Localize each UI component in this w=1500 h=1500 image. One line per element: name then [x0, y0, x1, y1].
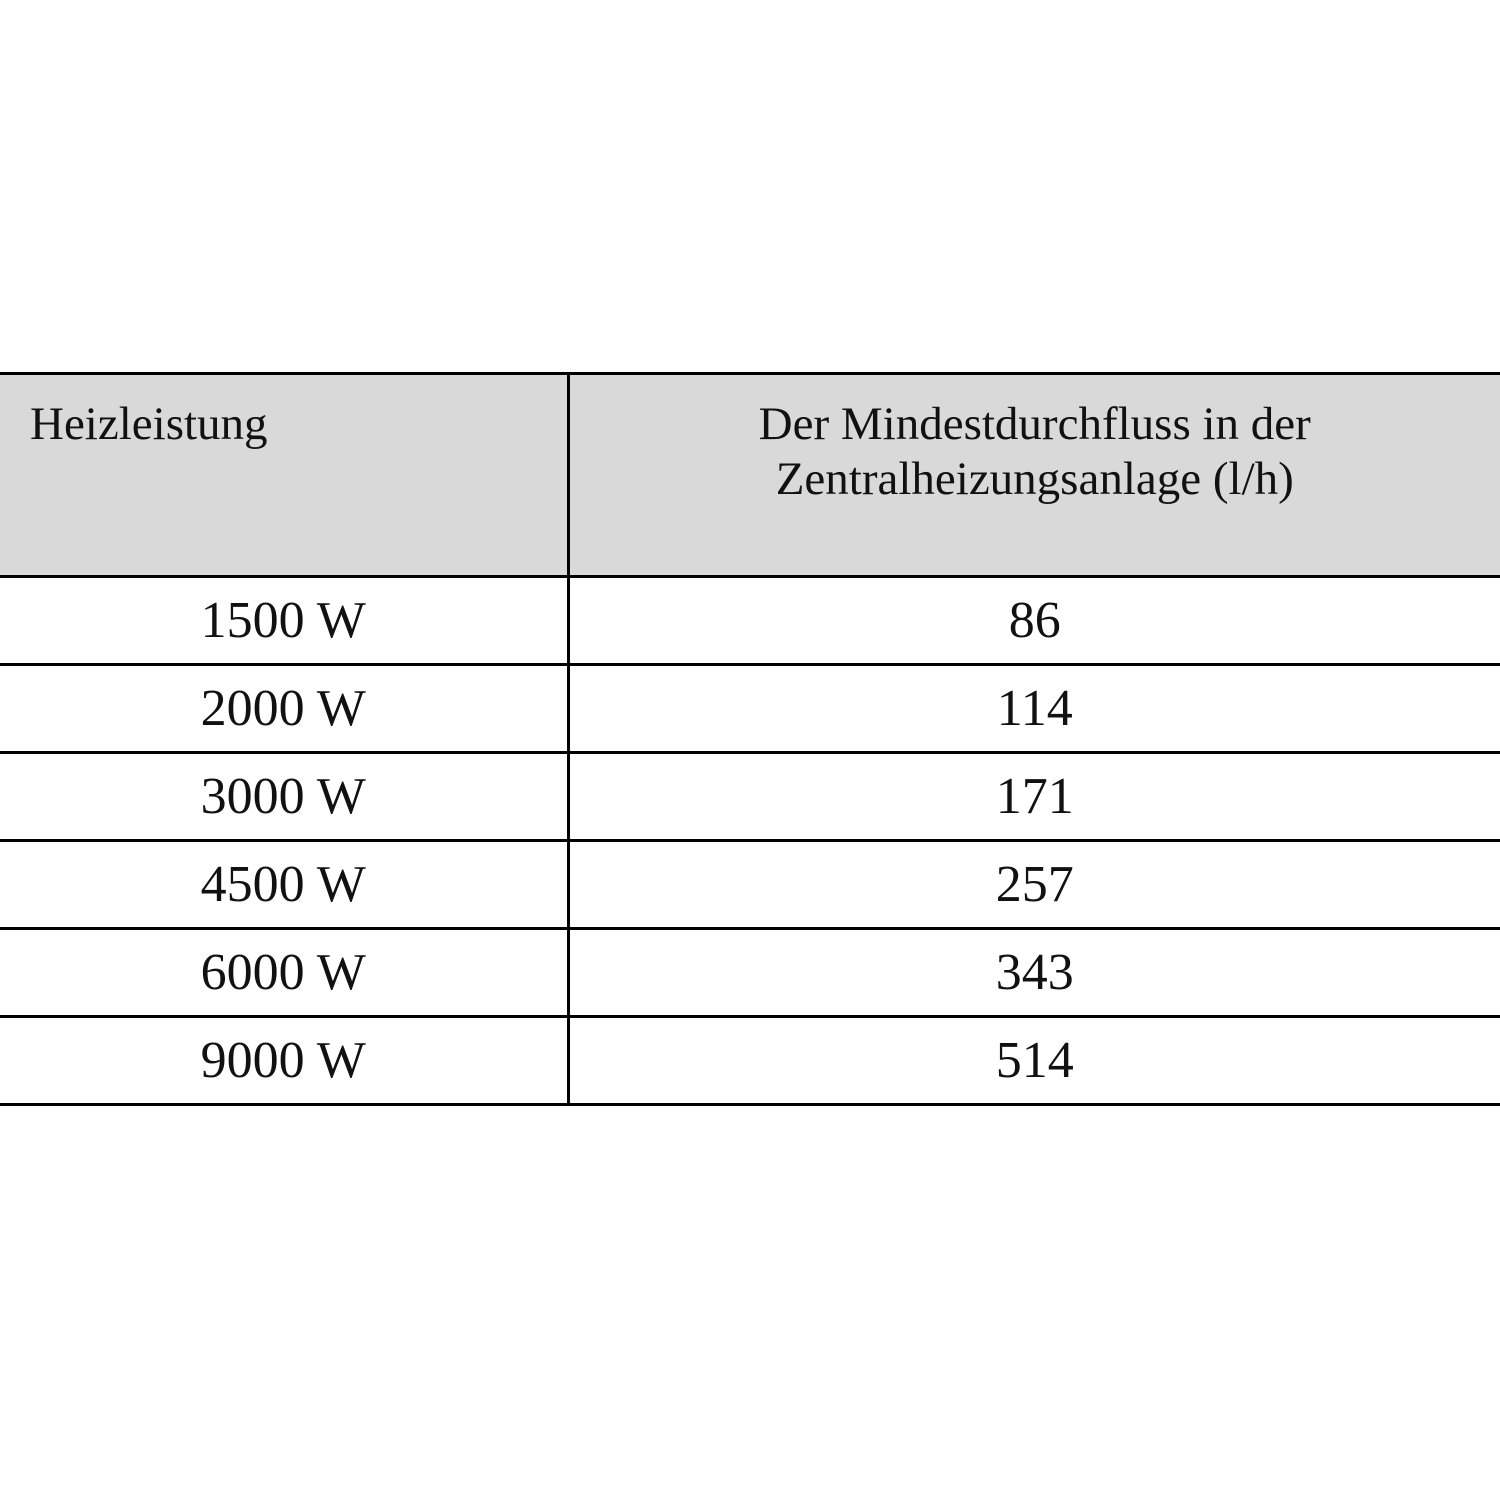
cell-heating-power: 4500 W [0, 841, 568, 929]
table-body [0, 577, 1500, 1105]
table-row [0, 753, 1500, 841]
cell-heating-power: 6000 W [0, 929, 568, 1017]
column-header-minimum-flow-line1: Der Mindestdurchfluss in der [758, 398, 1311, 450]
column-header-heating-power [0, 374, 568, 577]
table-row [0, 1017, 1500, 1105]
table-header-row [0, 374, 1500, 577]
cell-heating-power: 2000 W [0, 665, 568, 753]
table-header [0, 374, 1500, 577]
table-row [0, 665, 1500, 753]
table-row [0, 841, 1500, 929]
column-header-heating-power-label: Heizleistung [30, 398, 268, 450]
cell-minimum-flow: 514 [568, 1017, 1500, 1105]
table-row [0, 577, 1500, 665]
cell-minimum-flow: 257 [568, 841, 1500, 929]
spec-table-container [0, 372, 1500, 1106]
cell-minimum-flow: 171 [568, 753, 1500, 841]
column-header-minimum-flow [568, 374, 1500, 577]
cell-minimum-flow: 343 [568, 929, 1500, 1017]
cell-heating-power: 9000 W [0, 1017, 568, 1105]
heating-power-flow-table [0, 372, 1500, 1106]
cell-heating-power: 1500 W [0, 577, 568, 665]
cell-minimum-flow: 114 [568, 665, 1500, 753]
cell-minimum-flow: 86 [568, 577, 1500, 665]
column-header-minimum-flow-line2: Zentralheizungsanlage (l/h) [775, 453, 1294, 506]
cell-heating-power: 3000 W [0, 753, 568, 841]
table-row [0, 929, 1500, 1017]
